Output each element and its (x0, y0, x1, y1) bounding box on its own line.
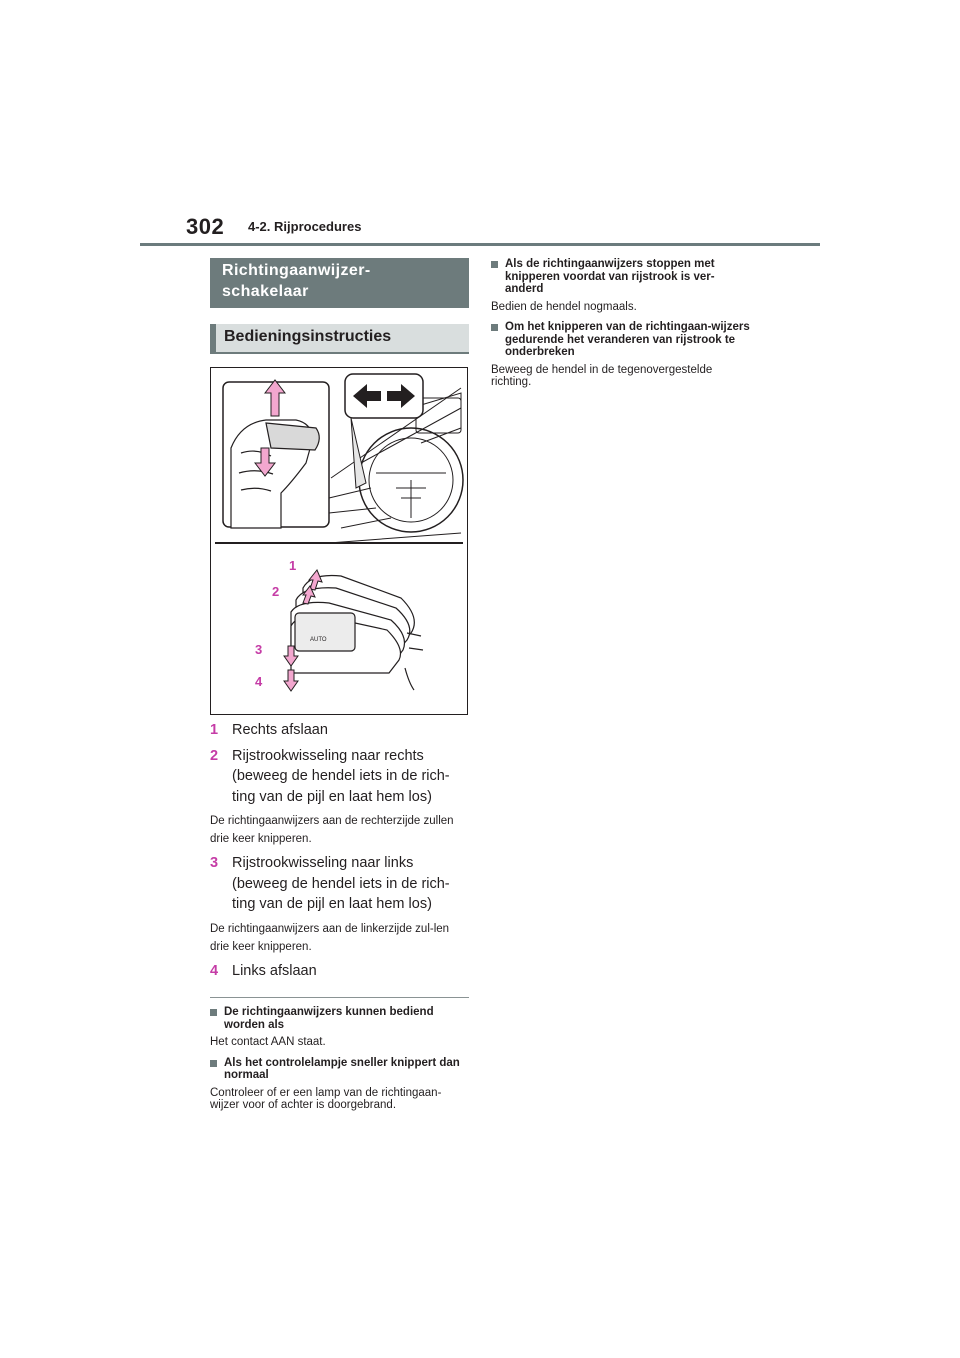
direction-arrows-callout (345, 374, 423, 418)
step-number: 1 (210, 722, 219, 738)
section-title (210, 258, 469, 308)
step-text: Rijstrookwisseling naar rechts (beweeg de hendel iets in de rich-ting van de pijl en laat hem los) (232, 747, 450, 805)
step-number: 3 (210, 855, 219, 871)
figure-label-1: 1 (289, 558, 297, 573)
figure-label-3: 3 (255, 642, 263, 657)
figure-label-2: 2 (272, 584, 280, 599)
section-label: 4-2. Rijprocedures (248, 219, 362, 234)
square-bullet-icon (491, 261, 498, 268)
step-4 (210, 961, 469, 982)
qa-heading (491, 258, 751, 296)
turn-signal-illustration (211, 368, 467, 714)
switch-label: AUTO (310, 637, 327, 643)
qa-heading-text: Als de richtingaanwijzers stoppen met knipperen voordat van rijstrook is ver-anderd (505, 258, 715, 295)
qa-body: Het contact AAN staat. (210, 1036, 326, 1048)
subhead: Bedieningsinstructies (210, 324, 469, 354)
section-divider (210, 997, 469, 998)
section-title-line-1: Richtingaanwijzer- (222, 262, 371, 279)
page-number: 302 (186, 214, 225, 239)
qa-body: Controleer of er een lamp van de richtingaan-wijzer voor of achter is doorgebrand. (210, 1086, 442, 1111)
step-text: Links afslaan (232, 962, 317, 979)
step-3 (210, 853, 469, 915)
step-number: 2 (210, 747, 219, 764)
step-2-note: De richtingaanwijzers aan de rechterzijde zullen drie keer knipperen. (210, 815, 454, 845)
square-bullet-icon (210, 1009, 217, 1016)
square-bullet-icon (491, 324, 498, 331)
qa-heading-text: Als het controlelampje sneller knippert dan normaal (224, 1056, 460, 1081)
header-rule (140, 243, 820, 246)
turn-signal-figure (210, 367, 468, 715)
step-1 (210, 720, 469, 741)
section-title-line-2: schakelaar (222, 283, 309, 300)
square-bullet-icon (210, 1060, 217, 1067)
qa-heading (491, 321, 751, 359)
step-text: Rijstrookwisseling naar links (beweeg de hendel iets in de rich-ting van de pijl en laat hem los) (232, 855, 450, 912)
qa-body: Bedien de hendel nogmaals. (491, 300, 637, 313)
left-column (210, 258, 469, 1112)
qa-body: Beweeg de hendel in de tegenovergestelde richting. (491, 363, 713, 388)
right-column (491, 258, 751, 389)
step-text: Rechts afslaan (232, 722, 328, 738)
qa-heading-text: De richtingaanwijzers kunnen bediend worden als (224, 1006, 434, 1031)
qa-heading (210, 1006, 469, 1031)
step-2 (210, 746, 469, 808)
step-3-note: De richtingaanwijzers aan de linkerzijde zul-len drie keer knipperen. (210, 922, 450, 953)
qa-heading-text: Om het knipperen van de richtingaan-wijzers gedurende het veranderen van rijstrook te onderbreken (505, 321, 750, 358)
qa-heading (210, 1057, 469, 1082)
step-number: 4 (210, 962, 219, 979)
figure-label-4: 4 (255, 674, 263, 689)
